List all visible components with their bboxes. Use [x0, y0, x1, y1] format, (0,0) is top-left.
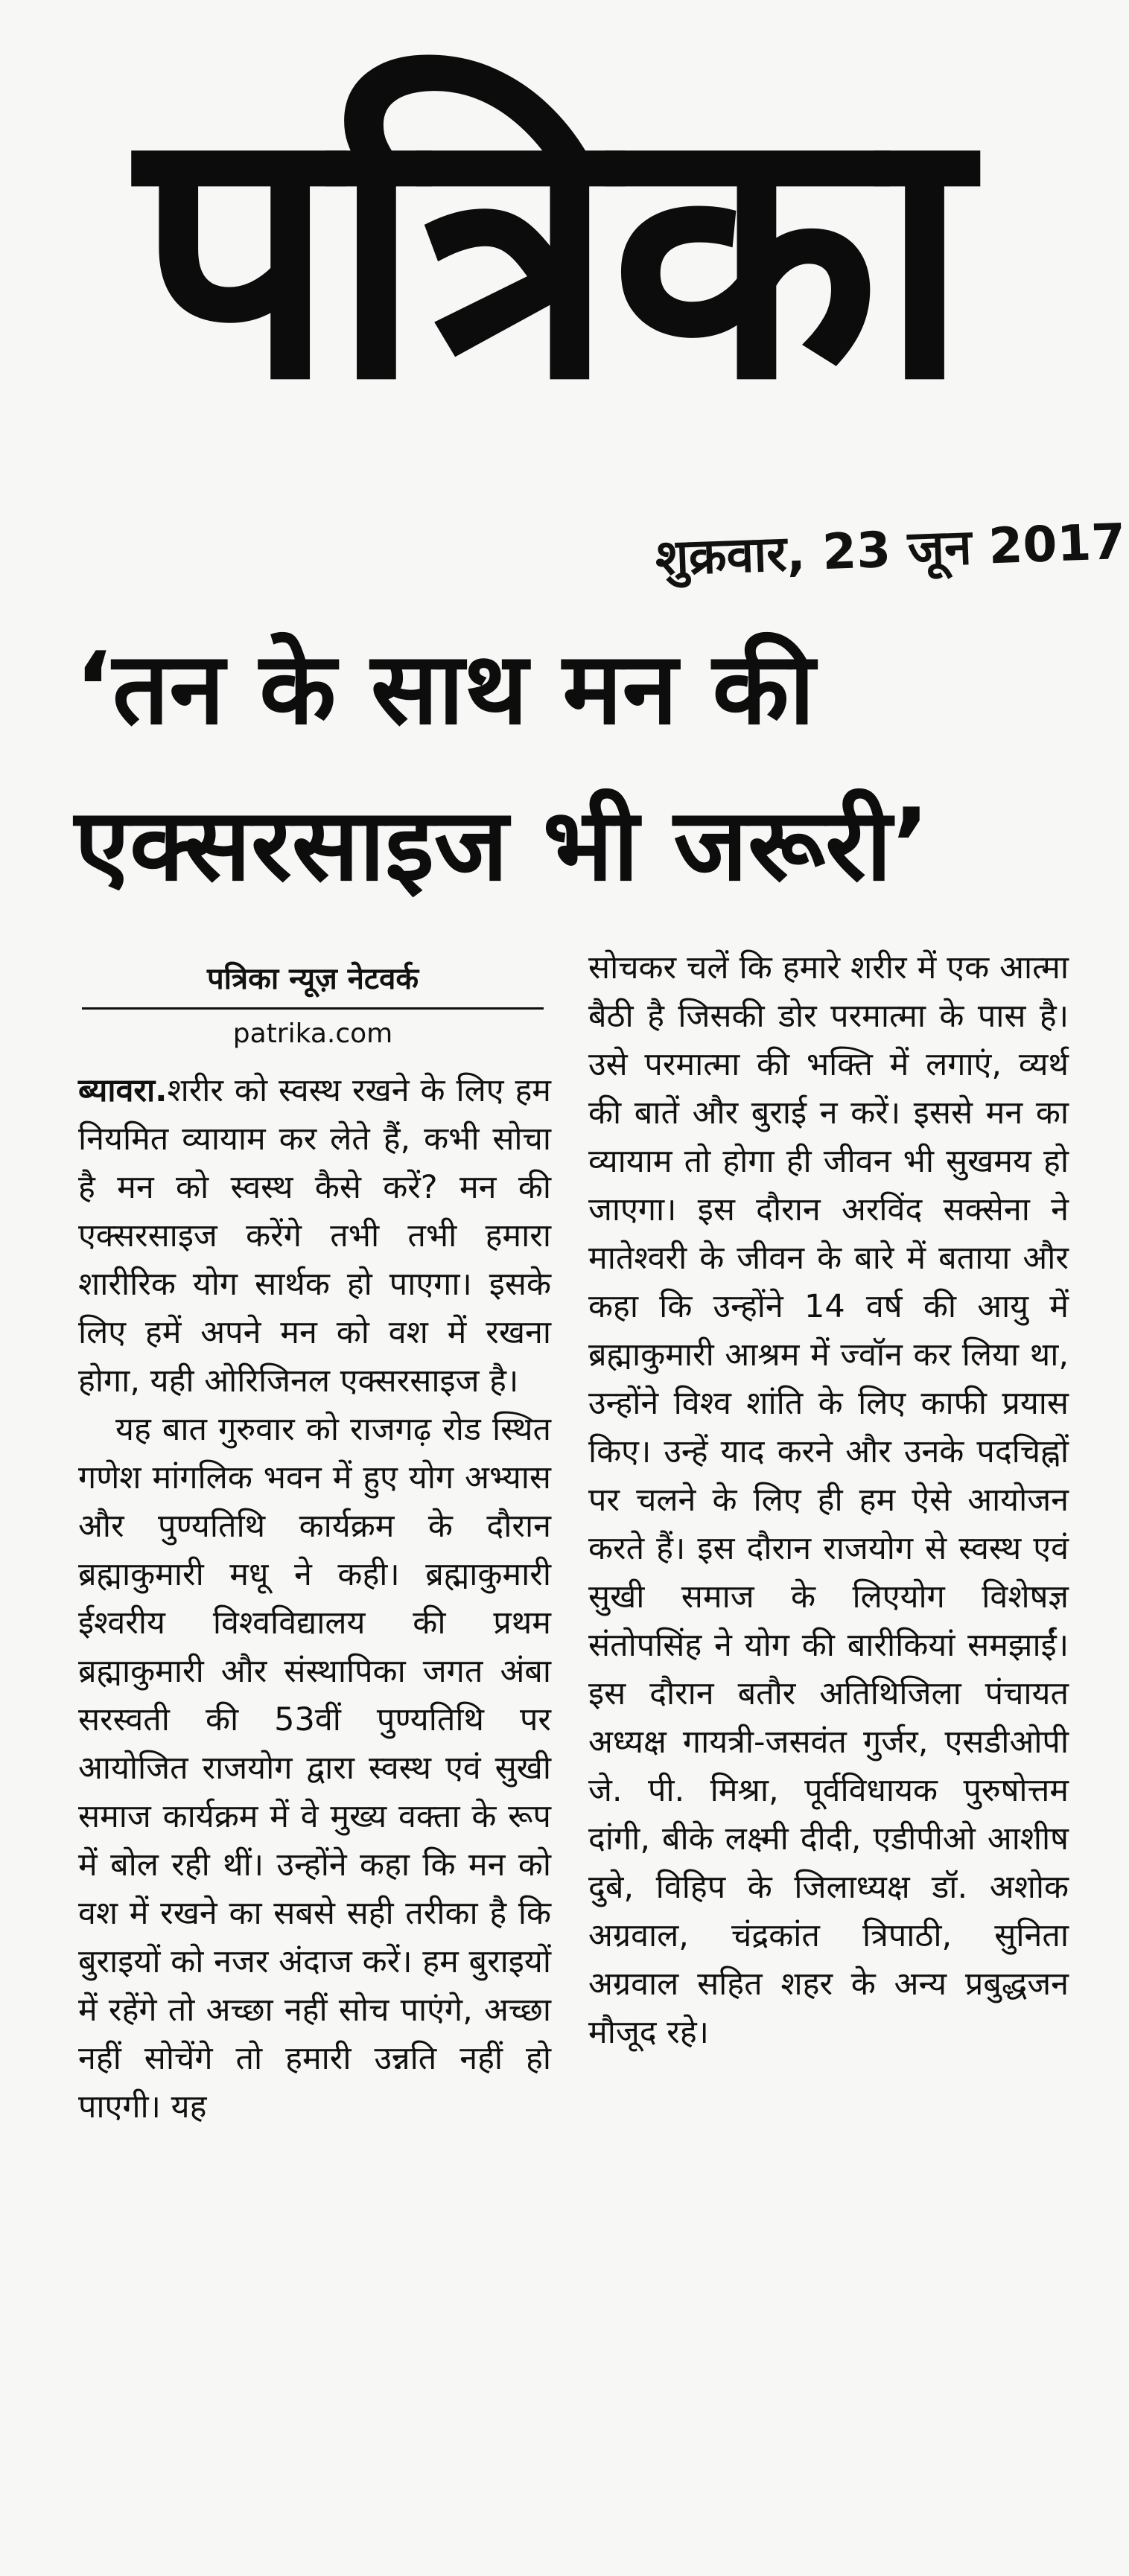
byline	[82, 957, 544, 1053]
article-paragraph-1	[78, 1067, 551, 1406]
masthead-logo-text: पत्रिका	[136, 49, 966, 456]
issue-date: शुक्रवार, 23 जून 2017	[654, 512, 1127, 587]
article-column-2	[588, 944, 1069, 2057]
headline-line-1: ‘तन के साथ मन की	[74, 631, 815, 747]
article-paragraph-2: यह बात गुरुवार को राजगढ़ रोड स्थित गणेश मांगलिक भवन में हुए योग अभ्यास और पुण्यतिथि कार्यक्रम के दौरान ब्रह्माकुमारी मधू ने कही। ब्रह्माकुमारी ईश्वरीय विश्वविद्यालय की प्रथम ब्रह्माकुमारी और संस्थापिका जगत अंबा सरस्वती की 53वीं पुण्यतिथि पर आयोजित राजयोग द्वारा स्वस्थ एवं सुखी समाज कार्यक्रम में वे मुख्य वक्ता के रूप में बोल रही थीं। उन्होंने कहा कि मन को वश में रखने का सबसे सही तरीका है कि बुराइयों को नजर अंदाज करें। हम बुराइयों में रहेंगे तो अच्छा नहीं सोच पाएंगे, अच्छा नहीं सोचेंगे तो हमारी उन्नति नहीं हो पाएगी। यह	[78, 1411, 551, 2126]
article-headline	[74, 610, 1087, 923]
article-dateline: ब्यावरा.	[78, 1072, 168, 1109]
article-paragraph-3: सोचकर चलें कि हमारे शरीर में एक आत्मा बैठी है जिसकी डोर परमात्मा के पास है। उसे परमात्मा की भक्ति में लगाएं, व्यर्थ की बातें और बुराई न करें। इससे मन का व्यायाम तो होगा ही जीवन भी सुखमय हो जाएगा। इस दौरान अरविंद सक्सेना ने मातेश्वरी के जीवन के बारे में बताया और कहा कि उन्होंने 14 वर्ष की आयु में ब्रह्माकुमारी आश्रम में ज्वॉन कर लिया था, उन्होंने विश्व शांति के लिए काफी प्रयास किए। उन्हें याद करने और उनके पदचिह्नों पर चलने के लिए ही हम ऐसे आयोजन करते हैं। इस दौरान राजयोग से स्वस्थ एवं सुखी समाज के लिएयोग विशेषज्ञ संतोपसिंह ने योग की बारीकियां समझाईं। इस दौरान बतौर अतिथिजिला पंचायत अध्यक्ष गायत्री-जसवंत गुर्जर, एसडीओपी जे. पी. मिश्रा, पूर्वविधायक पुरुषोत्तम दांगी, बीके लक्ष्मी दीदी, एडीपीओ आशीष दुबे, विहिप के जिलाध्यक्ष डॉ. अशोक अग्रवाल, चंद्रकांत त्रिपाठी, सुनिता अग्रवाल सहित शहर के अन्य प्रबुद्धजन मौजूद रहे।	[588, 949, 1069, 2051]
byline-divider	[82, 1007, 544, 1010]
article-paragraph-1-text: शरीर को स्वस्थ रखने के लिए हम नियमित व्यायाम कर लेते हैं, कभी सोचा है मन को स्वस्थ कैसे करें? मन की एक्सरसाइज करेंगे तभी तभी हमारा शारीरिक योग सार्थक हो पाएगा। इसके लिए हमें अपने मन को वश में रखना होगा, यही ओरिजिनल एक्सरसाइज है।	[78, 1072, 551, 1400]
newspaper-masthead	[15, 15, 1087, 491]
byline-network: पत्रिका न्यूज़ नेटवर्क	[206, 962, 419, 996]
article-column-1	[78, 1067, 551, 2132]
headline-line-2: एक्सरसाइज भी जरूरी’	[74, 787, 930, 903]
byline-site: patrika.com	[232, 1018, 393, 1049]
